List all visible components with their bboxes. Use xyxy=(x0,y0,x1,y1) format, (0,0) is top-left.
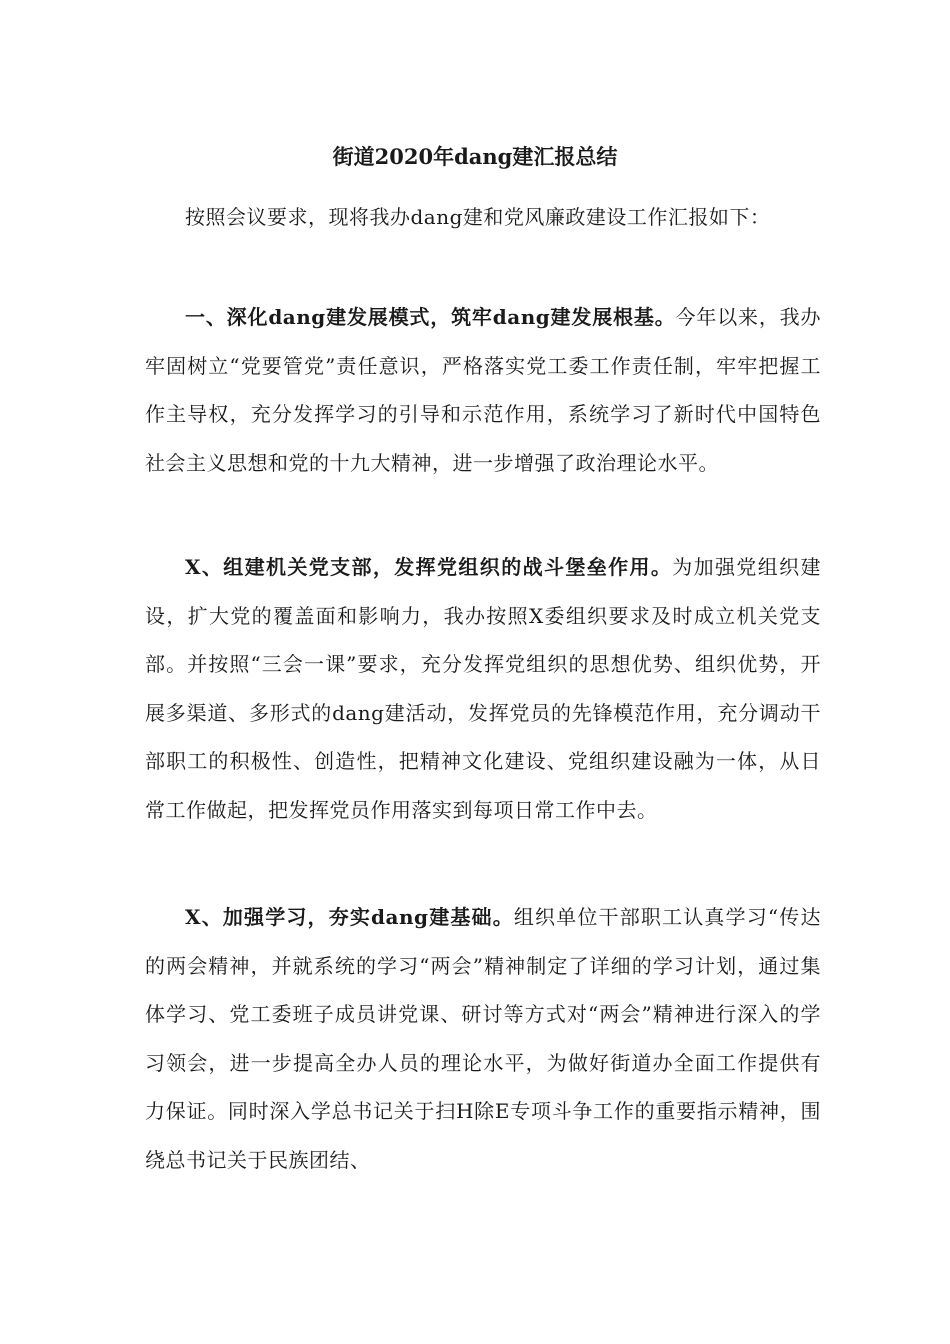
section-3-body: 组织单位干部职工认真学习“传达的两会精神，并就系统的学习“两会”精神制定了详细的学习计划，通过集体学习、党工委班子成员讲党课、研讨等方式对“两会”精神进行深入的学习领会，进一步提高全办人员的理论水平，为做好街道办全面工作提供有力保证。同时深入学总书记关于扫H除E专项斗争工作的重要指示精神，围绕总书记关于民族团结、 xyxy=(145,905,821,1172)
document-title: 街道2020年dang建汇报总结 xyxy=(332,144,618,169)
section-1-heading: 一、深化dang建发展模式，筑牢dang建发展根基。 xyxy=(185,305,676,329)
section-3-heading: X、加强学习，夯实dang建基础。 xyxy=(185,905,514,929)
section-1-paragraph xyxy=(145,293,821,487)
section-1-body: 今年以来，我办牢固树立“党要管党”责任意识，严格落实党工委工作责任制，牢牢把握工作主导权，充分发挥学习的引导和示范作用，系统学习了新时代中国特色社会主义思想和党的十九大精神，进一步增强了政治理论水平。 xyxy=(145,305,822,475)
section-2-body: 为加强党组织建设，扩大党的覆盖面和影响力，我办按照X委组织要求及时成立机关党支部。并按照“三会一课”要求，充分发挥党组织的思想优势、组织优势，开展多渠道、多形式的dang建活动，发挥党员的先锋模范作用，充分调动干部职工的积极性、创造性，把精神文化建设、党组织建设融为一体，从日常工作做起，把发挥党员作用落实到每项日常工作中去。 xyxy=(145,555,821,822)
intro-paragraph: 按照会议要求，现将我办dang建和党风廉政建设工作汇报如下： xyxy=(185,205,771,229)
section-2-paragraph xyxy=(145,543,821,834)
section-3-paragraph xyxy=(145,893,821,1184)
section-2-heading: X、组建机关党支部，发挥党组织的战斗堡垒作用。 xyxy=(185,555,673,579)
